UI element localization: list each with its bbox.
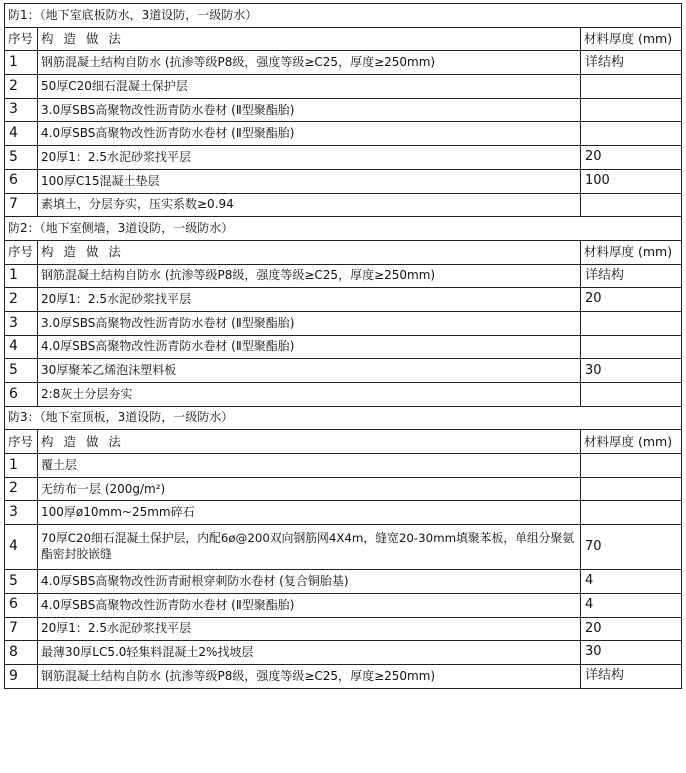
table-row [5,335,682,359]
row-no: 1 [5,51,38,75]
row-no: 8 [5,641,38,665]
row-method: 无纺布一层 (200g/m²) [38,477,581,501]
row-no: 6 [5,593,38,617]
row-no: 2 [5,288,38,312]
row-no: 2 [5,75,38,99]
row-method: 4.0厚SBS高聚物改性沥青防水卷材 (Ⅱ型聚酯胎) [38,593,581,617]
table-row [5,146,682,170]
row-method: 4.0厚SBS高聚物改性沥青防水卷材 (Ⅱ型聚酯胎) [38,335,581,359]
row-method: 最薄30厚LC5.0轻集料混凝土2%找坡层 [38,641,581,665]
section-title: 防3：（地下室顶板，3道设防，一级防水） [5,406,682,430]
table-row [5,122,682,146]
row-thickness: 70 [581,525,682,570]
row-method: 3.0厚SBS高聚物改性沥青防水卷材 (Ⅱ型聚酯胎) [38,311,581,335]
row-thickness: 20 [581,288,682,312]
section-title-row [5,217,682,241]
row-thickness [581,311,682,335]
section-title: 防1：（地下室底板防水，3道设防，一级防水） [5,4,682,28]
table-row [5,75,682,99]
row-thickness [581,477,682,501]
row-no: 2 [5,477,38,501]
row-thickness: 20 [581,617,682,641]
row-method: 2:8灰土分层夯实 [38,383,581,407]
row-thickness: 100 [581,169,682,193]
row-method: 20厚1：2.5水泥砂浆找平层 [38,617,581,641]
section-title-row [5,406,682,430]
header-thickness: 材料厚度 (mm) [581,240,682,264]
table-row [5,311,682,335]
row-thickness [581,335,682,359]
table-row [5,264,682,288]
table-row [5,501,682,525]
row-no: 4 [5,335,38,359]
row-no: 3 [5,98,38,122]
row-thickness [581,193,682,217]
row-method: 素填土，分层夯实，压实系数≥0.94 [38,193,581,217]
row-no: 6 [5,169,38,193]
row-no: 6 [5,383,38,407]
row-thickness [581,98,682,122]
header-row [5,27,682,51]
row-method: 钢筋混凝土结构自防水 (抗渗等级P8级，强度等级≥C25，厚度≥250mm) [38,51,581,75]
header-method: 构 造 做 法 [38,27,581,51]
row-thickness [581,454,682,478]
row-method: 3.0厚SBS高聚物改性沥青防水卷材 (Ⅱ型聚酯胎) [38,98,581,122]
row-no: 5 [5,146,38,170]
row-method: 50厚C20细石混凝土保护层 [38,75,581,99]
row-no: 3 [5,311,38,335]
row-method: 100厚C15混凝土垫层 [38,169,581,193]
table-row [5,664,682,688]
row-thickness: 详结构 [581,664,682,688]
row-method: 30厚聚苯乙烯泡沫塑料板 [38,359,581,383]
row-method: 钢筋混凝土结构自防水 (抗渗等级P8级，强度等级≥C25，厚度≥250mm) [38,264,581,288]
row-thickness: 30 [581,641,682,665]
header-row [5,430,682,454]
section-title: 防2：（地下室侧墙，3道设防，一级防水） [5,217,682,241]
table-row [5,383,682,407]
row-no: 7 [5,193,38,217]
row-thickness [581,75,682,99]
table-row [5,359,682,383]
table-row [5,525,682,570]
row-no: 4 [5,122,38,146]
row-method: 4.0厚SBS高聚物改性沥青耐根穿刺防水卷材 (复合铜胎基) [38,570,581,594]
row-no: 1 [5,264,38,288]
row-method: 20厚1：2.5水泥砂浆找平层 [38,146,581,170]
row-thickness: 20 [581,146,682,170]
row-thickness [581,501,682,525]
header-thickness: 材料厚度 (mm) [581,27,682,51]
row-no: 5 [5,359,38,383]
header-method: 构 造 做 法 [38,240,581,264]
table-row [5,641,682,665]
row-thickness: 详结构 [581,264,682,288]
table-row [5,570,682,594]
table-row [5,593,682,617]
row-method: 70厚C20细石混凝土保护层，内配6ø@200双向钢筋网4X4m，缝宽20-30mm填聚苯板，单组分聚氨酯密封胶嵌缝 [38,525,581,570]
row-method: 100厚ø10mm~25mm碎石 [38,501,581,525]
header-no: 序号 [5,27,38,51]
header-no: 序号 [5,430,38,454]
row-no: 9 [5,664,38,688]
section-title-row [5,4,682,28]
row-method: 20厚1：2.5水泥砂浆找平层 [38,288,581,312]
table-row [5,98,682,122]
row-method: 钢筋混凝土结构自防水 (抗渗等级P8级，强度等级≥C25，厚度≥250mm) [38,664,581,688]
row-no: 5 [5,570,38,594]
row-thickness: 4 [581,570,682,594]
table-row [5,169,682,193]
row-method: 4.0厚SBS高聚物改性沥青防水卷材 (Ⅱ型聚酯胎) [38,122,581,146]
row-no: 4 [5,525,38,570]
header-thickness: 材料厚度 (mm) [581,430,682,454]
table-row [5,617,682,641]
header-row [5,240,682,264]
table-row [5,288,682,312]
header-no: 序号 [5,240,38,264]
row-method: 覆土层 [38,454,581,478]
row-no: 7 [5,617,38,641]
waterproofing-table [4,3,682,689]
table-row [5,454,682,478]
row-no: 1 [5,454,38,478]
table-row [5,193,682,217]
row-no: 3 [5,501,38,525]
row-thickness: 30 [581,359,682,383]
row-thickness: 4 [581,593,682,617]
row-thickness [581,122,682,146]
table-row [5,51,682,75]
row-thickness: 详结构 [581,51,682,75]
header-method: 构 造 做 法 [38,430,581,454]
table-row [5,477,682,501]
row-thickness [581,383,682,407]
